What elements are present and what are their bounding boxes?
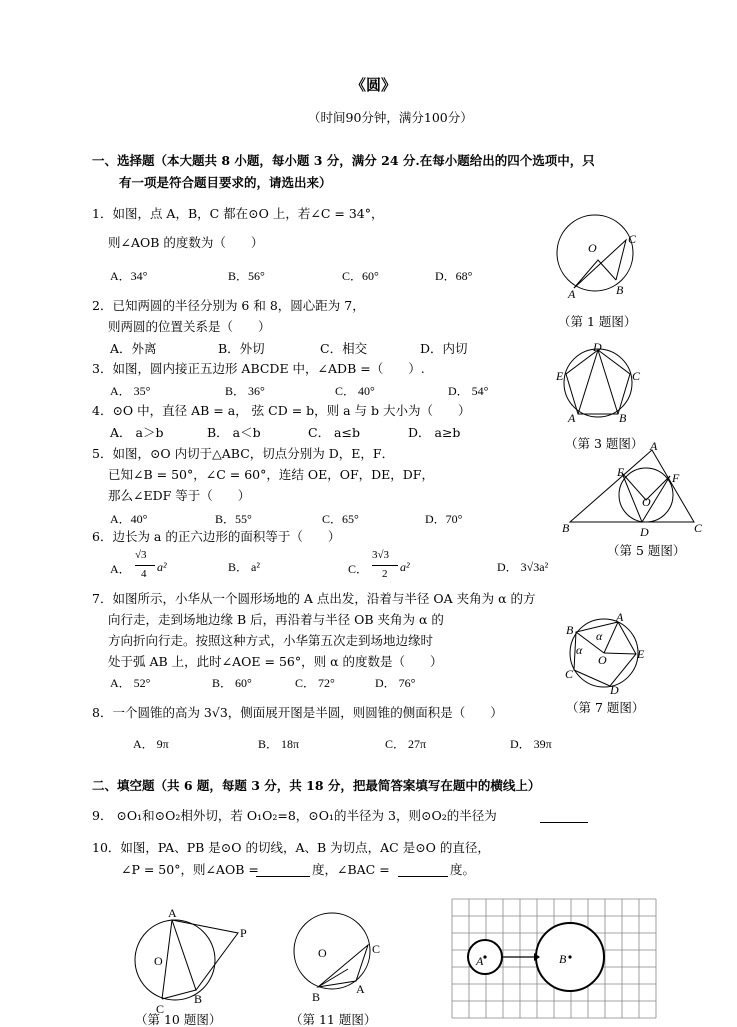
q7-caption: （第 7 题图） (566, 700, 645, 715)
q10-label-p: P (240, 926, 247, 940)
q10-figure (130, 905, 260, 1015)
q6-option-a: A． (110, 562, 131, 576)
q7-figure (560, 610, 660, 696)
q1-stem: 1．如图，点 A，B，C 都在⊙O 上，若∠C = 34°， (92, 206, 384, 221)
q2-option-a: A．外离 (110, 341, 157, 356)
q5-label-e: E (617, 465, 625, 479)
q7-label-alpha-2: α (576, 643, 583, 657)
q4-option-a: A． a＞b (110, 425, 164, 440)
q1-option-a: A．34° (110, 269, 148, 283)
q1-figure (548, 210, 648, 300)
q5-label-d: D (640, 525, 649, 539)
q6-option-b: B． a² (228, 560, 260, 574)
q7-stem-cont3: 处于弧 AB 上，此时∠AOE = 56°，则 α 的度数是（ ） (108, 654, 443, 669)
q9-answer-blank[interactable] (540, 808, 588, 823)
q6-option-a-tail: a² (157, 560, 167, 574)
q10-stem-part1: ∠P = 50°，则∠AOB = (121, 862, 259, 877)
q10-label-c: C (156, 1002, 165, 1016)
q2-stem: 2．已知两圆的半径分别为 6 和 8，圆心距为 7， (92, 298, 365, 313)
q11-label-b: B (312, 990, 321, 1004)
section1-heading: 一、选择题（本大题共 8 小题，每小题 3 分，满分 24 分.在每小题给出的四个选项中，只 (92, 153, 595, 168)
q10-label-a: A (168, 906, 177, 920)
q5-label-o: O (642, 495, 651, 509)
q6-option-c-denominator: 2 (382, 568, 388, 580)
q7-label-c: C (565, 667, 574, 681)
q2-option-d: D．内切 (420, 341, 468, 356)
q1-option-c: C．60° (342, 269, 379, 283)
q3-label-c: C (632, 369, 641, 383)
q7-label-e: E (637, 647, 645, 661)
q5-caption: （第 5 题图） (607, 543, 686, 558)
q6-option-d: D． 3√3a² (497, 560, 549, 574)
page-subtitle: （时间90分钟，满分100分） (308, 110, 473, 125)
q7-stem: 7．如图所示，小华从一个圆形场地的 A 点出发，沿着与半径 OA 夹角为 α 的方 (92, 591, 536, 606)
q10-answer-blank-2[interactable] (398, 862, 448, 877)
q3-option-c: C． 40° (335, 384, 375, 398)
q1-stem-cont: 则∠AOB 的度数为（ ） (108, 235, 264, 250)
q2-option-c: C．相交 (320, 341, 368, 356)
q1-label-b: B (616, 283, 624, 297)
q6-option-a-numerator: √3 (135, 549, 147, 561)
q3-option-a: A． 35° (110, 384, 151, 398)
q1-caption: （第 1 题图） (558, 314, 637, 329)
q3-option-d: D． 54° (448, 384, 489, 398)
q4-option-b: B． a＜b (207, 425, 261, 440)
q5-label-c: C (694, 521, 703, 535)
q10-stem-part3: 度。 (450, 862, 476, 877)
q5-option-a: A．40° (110, 512, 148, 526)
q3-label-d: D (593, 340, 602, 354)
q7-stem-cont: 向行走，走到场地边缘 B 后，再沿着与半径 OB 夹角为 α 的 (108, 612, 444, 627)
q8-option-b: B． 18π (258, 737, 300, 751)
grid-label-a: A (476, 954, 484, 968)
q5-label-a: A (650, 439, 658, 453)
q7-label-d: D (610, 683, 619, 697)
q11-caption: （第 11 题图） (290, 1012, 377, 1027)
q11-circle (294, 913, 370, 989)
q5-option-c: C．65° (322, 512, 359, 526)
q3-figure (555, 342, 645, 432)
q5-triangle (570, 450, 694, 522)
q6-option-c-numerator: 3√3 (372, 549, 390, 561)
section2-heading: 二、填空题（共 6 题，每题 3 分，共 18 分，把最简答案填写在题中的横线上） (92, 778, 541, 793)
q3-caption: （第 3 题图） (565, 436, 644, 451)
q5-stem-cont2: 那么∠EDF 等于（ ） (108, 488, 251, 503)
q11-label-a: A (356, 982, 365, 996)
q8-option-a: A． 9π (133, 737, 169, 751)
q10-stem: 10．如图，PA、PB 是⊙O 的切线，A、B 为切点，AC 是⊙O 的直径， (92, 840, 490, 855)
q6-option-a-denominator: 4 (141, 568, 147, 580)
q6-option-a-fraction-bar (135, 565, 155, 566)
q5-label-f: F (672, 471, 680, 485)
q7-option-c: C． 72° (295, 676, 335, 690)
q10-label-o: O (154, 954, 163, 968)
q8-stem: 8．一个圆锥的高为 3√3，侧面展开图是半圆，则圆锥的侧面积是（ ） (92, 705, 503, 720)
q4-option-c: C． a≤b (308, 425, 360, 440)
q7-option-d: D． 76° (375, 676, 416, 690)
q3-label-b: B (619, 411, 627, 425)
q10-answer-blank-1[interactable] (256, 862, 310, 877)
q1-label-a: A (568, 287, 576, 301)
q3-option-b: B． 36° (225, 384, 265, 398)
q5-option-b: B．55° (215, 512, 252, 526)
q8-option-d: D． 39π (510, 737, 552, 751)
grid-figure (452, 899, 662, 1021)
q5-stem: 5．如图，⊙O 内切于△ABC，切点分别为 D，E，F． (92, 446, 395, 461)
q5-stem-cont: 已知∠B = 50°，∠C = 60°，连结 OE，OF，DE，DF， (108, 467, 434, 482)
q7-option-a: A． 52° (110, 676, 151, 690)
q10-caption: （第 10 题图） (135, 1012, 222, 1027)
q11-figure (288, 905, 388, 1005)
q7-stem-cont2: 方向折向行走。按照这种方式，小华第五次走到场地边缘时 (108, 633, 434, 648)
q1-label-c: C (628, 232, 637, 246)
q3-circle (564, 349, 632, 417)
page-title: 《圆》 (351, 76, 397, 94)
section1-heading-cont: 有一项是符合题目要求的，请选出来） (119, 175, 332, 190)
q5-option-d: D．70° (425, 512, 463, 526)
q10-stem-part2: 度，∠BAC = (312, 862, 390, 877)
q9-stem: 9． ⊙O₁和⊙O₂相外切，若 O₁O₂=8，⊙O₁的半径为 3，则⊙O₂的半径为 (92, 808, 497, 823)
q4-stem: 4．⊙O 中，直径 AB = a， 弦 CD = b，则 a 与 b 大小为（ ） (92, 403, 471, 418)
q10-label-b: B (194, 992, 203, 1006)
q6-stem: 6．边长为 a 的正六边形的面积等于（ ） (92, 529, 341, 544)
q6-option-c: C． (348, 562, 369, 576)
q3-label-e: E (556, 369, 564, 383)
q7-label-alpha: α (596, 629, 603, 643)
q11-label-c: C (372, 942, 381, 956)
q11-label-o: O (318, 946, 327, 960)
q7-label-b: B (566, 623, 574, 637)
q1-option-d: D．68° (435, 269, 473, 283)
q7-label-a: A (616, 610, 624, 624)
q1-option-b: B．56° (228, 269, 265, 283)
q4-option-d: D． a≥b (408, 425, 461, 440)
q3-label-a: A (568, 411, 576, 425)
q7-option-b: B． 60° (212, 676, 252, 690)
q1-label-o: O (588, 241, 597, 255)
q3-stem: 3．如图，圆内接正五边形 ABCDE 中，∠ADB =（ ）. (92, 361, 425, 376)
q6-option-c-fraction-bar (372, 565, 398, 566)
grid-label-b: B (559, 952, 567, 966)
q8-option-c: C． 27π (385, 737, 427, 751)
q5-figure (558, 436, 708, 540)
q6-option-c-tail: a² (400, 560, 410, 574)
q5-label-b: B (562, 521, 570, 535)
q2-stem-cont: 则两圆的位置关系是（ ） (108, 319, 271, 334)
q2-option-b: B．外切 (218, 341, 265, 356)
q10-circle (135, 920, 215, 1000)
q7-label-o: O (598, 653, 607, 667)
